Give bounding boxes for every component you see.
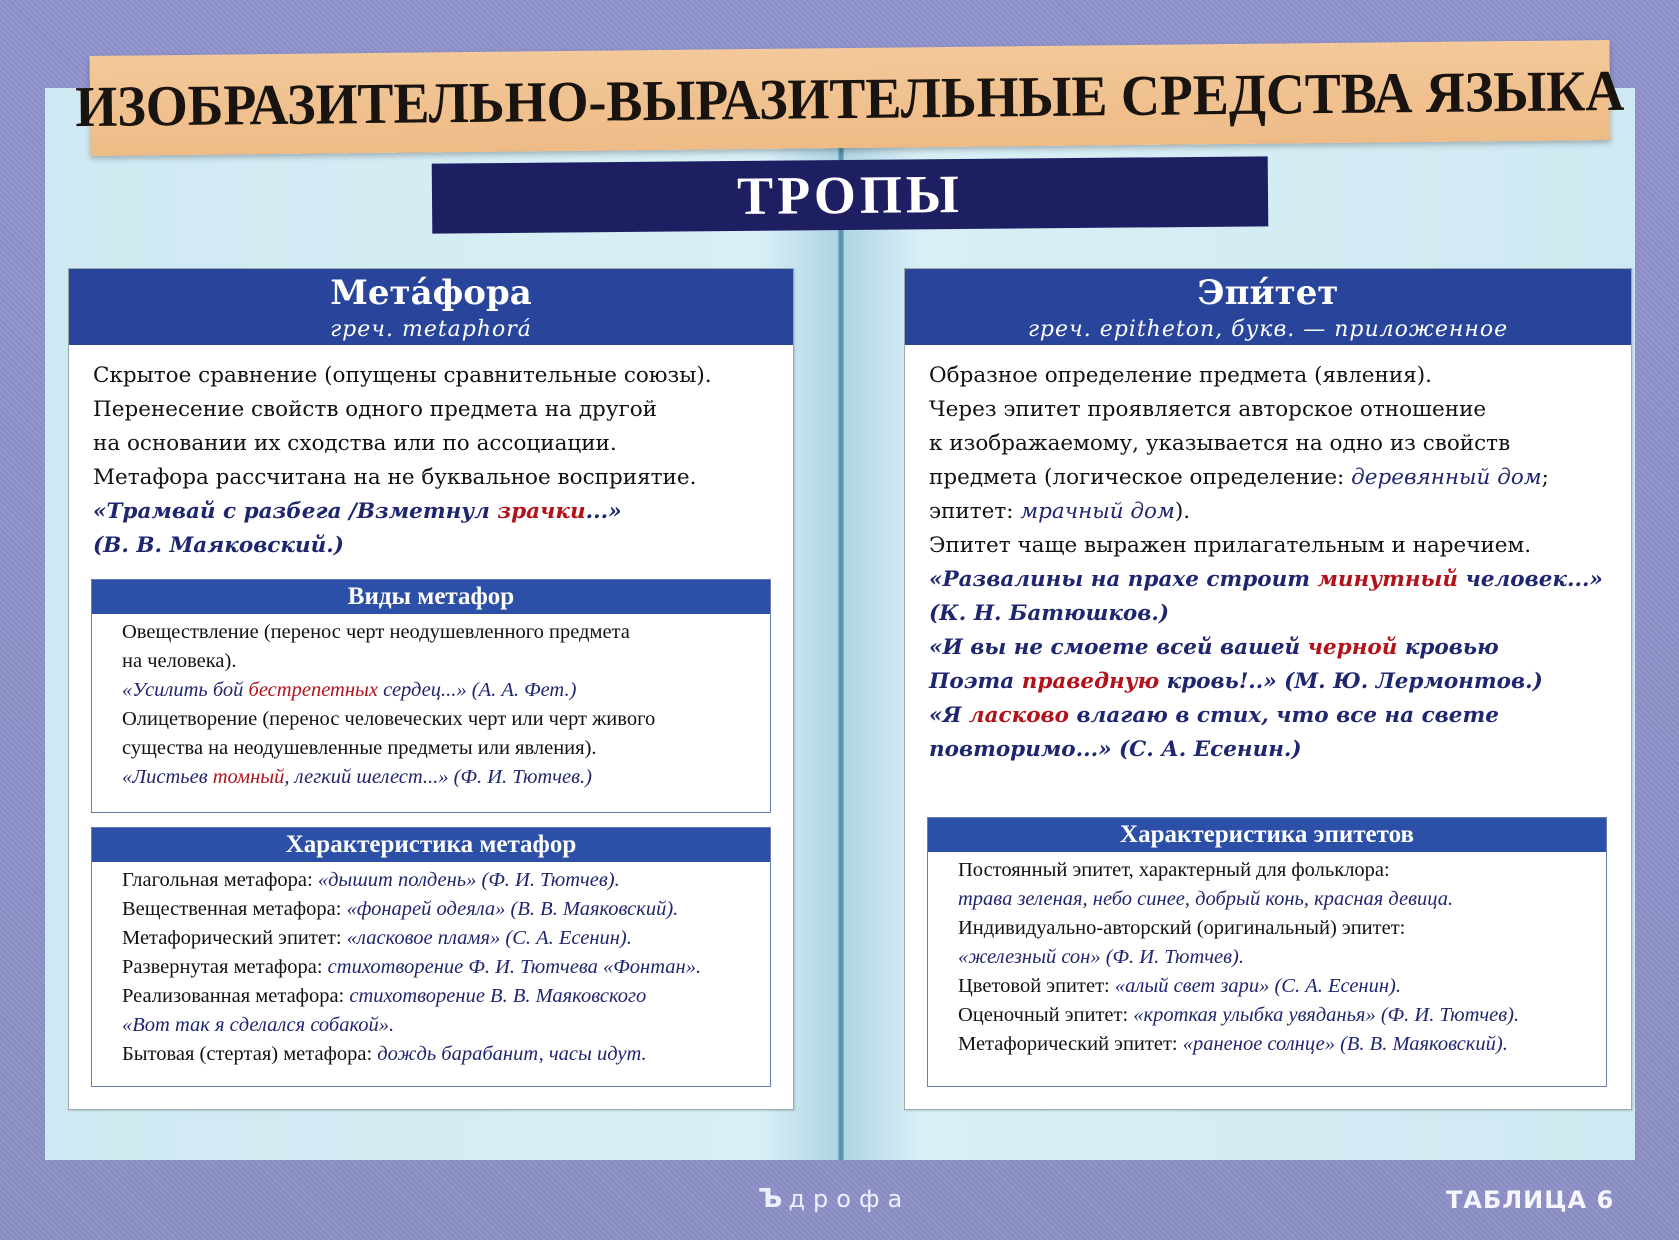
metaphor-line: на основании их сходства или по ассоциации. (93, 431, 617, 456)
feature-item: Оценочный эпитет: «кроткая улыбка увяданья» (Ф. И. Тютчев). (958, 1004, 1520, 1026)
metaphor-line: Скрытое сравнение (опущены сравнительные союзы). (93, 363, 712, 388)
metaphor-features-box (91, 827, 771, 1087)
types-line: Овеществление (перенос черт неодушевленного предмета (122, 621, 630, 643)
epithet-quote-author: (К. Н. Батюшков.) (929, 601, 1169, 626)
types-line: существа на неодушевленные предметы или явления). (122, 737, 597, 759)
metaphor-card (68, 268, 794, 1110)
epithet-quote: «И вы не смоете всей вашей черной кровью (929, 635, 1499, 660)
epithet-header (905, 269, 1631, 345)
section-banner (432, 156, 1269, 233)
feature-item: Реализованная метафора: стихотворение В. В. Маяковского (122, 985, 647, 1007)
metaphor-title: Мета́фора (330, 273, 532, 313)
feature-item: Глагольная метафора: «дышит полдень» (Ф. И. Тютчев). (122, 869, 620, 891)
metaphor-features-body (92, 862, 770, 1069)
metaphor-quote: «Трамвай с разбега /Взметнул зрачки...» (93, 499, 622, 524)
types-example: «Листьев томный, легкий шелест...» (Ф. И. Тютчев.) (122, 766, 592, 788)
epithet-quote: Поэта праведную кровь!..» (М. Ю. Лермонтов.) (929, 669, 1543, 694)
epithet-line: Через эпитет проявляется авторское отношение (929, 397, 1487, 422)
feature-item: Метафорический эпитет: «раненое солнце» (В. В. Маяковский). (958, 1033, 1508, 1055)
epithet-line: предмета (логическое определение: деревянный дом; (929, 465, 1549, 490)
epithet-card (904, 268, 1632, 1110)
epithet-definition (905, 345, 1631, 767)
epithet-line: эпитет: мрачный дом). (929, 499, 1191, 524)
table-number: ТАБЛИЦА 6 (1446, 1186, 1615, 1214)
epithet-line: Образное определение предмета (явления). (929, 363, 1432, 388)
metaphor-features-heading: Характеристика метафор (92, 828, 770, 862)
feature-item: Постоянный эпитет, характерный для фольклора: (958, 859, 1390, 881)
epithet-quote: «Я ласково влагаю в стих, что все на свете (929, 703, 1499, 728)
feature-item: Метафорический эпитет: «ласковое пламя» (С. А. Есенин). (122, 927, 632, 949)
page-title: ИЗОБРАЗИТЕЛЬНО-ВЫРАЗИТЕЛЬНЫЕ СРЕДСТВА ЯЗЫКА (75, 57, 1625, 139)
feature-item: Вещественная метафора: «фонарей одеяла» (В. В. Маяковский). (122, 898, 679, 920)
feature-example: «железный сон» (Ф. И. Тютчев). (958, 946, 1244, 968)
metaphor-definition (69, 345, 793, 563)
title-banner (75, 40, 1625, 156)
metaphor-subtitle: греч. metaphorá (330, 317, 532, 342)
metaphor-types-box (91, 579, 771, 813)
feature-item: Развернутая метафора: стихотворение Ф. И. Тютчева «Фонтан». (122, 956, 702, 978)
epithet-features-heading: Характеристика эпитетов (928, 818, 1606, 852)
feature-item: Цветовой эпитет: «алый свет зари» (С. А. Есенин). (958, 975, 1401, 997)
metaphor-types-heading: Виды метафор (92, 580, 770, 614)
metaphor-quote-author: (В. В. Маяковский.) (93, 533, 344, 558)
publisher-name: дрофа (788, 1185, 911, 1213)
types-line: Олицетворение (перенос человеческих черт или черт живого (122, 708, 656, 730)
epithet-title: Эпи́тет (1197, 273, 1339, 313)
epithet-quote: повторимо...» (С. А. Есенин.) (929, 737, 1302, 762)
feature-item: «Вот так я сделался собакой». (122, 1014, 395, 1036)
metaphor-line: Перенесение свойств одного предмета на другой (93, 397, 658, 422)
feature-example: трава зеленая, небо синее, добрый конь, красная девица. (958, 888, 1454, 910)
epithet-subtitle: греч. epitheton, букв. — приложенное (1027, 317, 1509, 342)
metaphor-types-body (92, 614, 770, 792)
feature-item: Бытовая (стертая) метафора: дождь барабанит, часы идут. (122, 1043, 647, 1065)
epithet-line: Эпитет чаще выражен прилагательным и наречием. (929, 533, 1532, 558)
feature-item: Индивидуально-авторский (оригинальный) эпитет: (958, 917, 1406, 939)
publisher-logo (758, 1184, 910, 1214)
publisher-mark-icon: Ъ (758, 1184, 783, 1214)
epithet-quote: «Развалины на прахе строит минутный человек...» (929, 567, 1603, 592)
section-title: ТРОПЫ (736, 164, 964, 226)
metaphor-header (69, 269, 793, 345)
types-example: «Усилить бой бестрепетных сердец...» (А. А. Фет.) (122, 679, 577, 701)
metaphor-line: Метафора рассчитана на не буквальное восприятие. (93, 465, 697, 490)
book-spine (838, 88, 844, 1160)
types-line: на человека). (122, 650, 237, 672)
epithet-features-box (927, 817, 1607, 1087)
epithet-features-body (928, 852, 1606, 1059)
epithet-line: к изображаемому, указывается на одно из свойств (929, 431, 1511, 456)
